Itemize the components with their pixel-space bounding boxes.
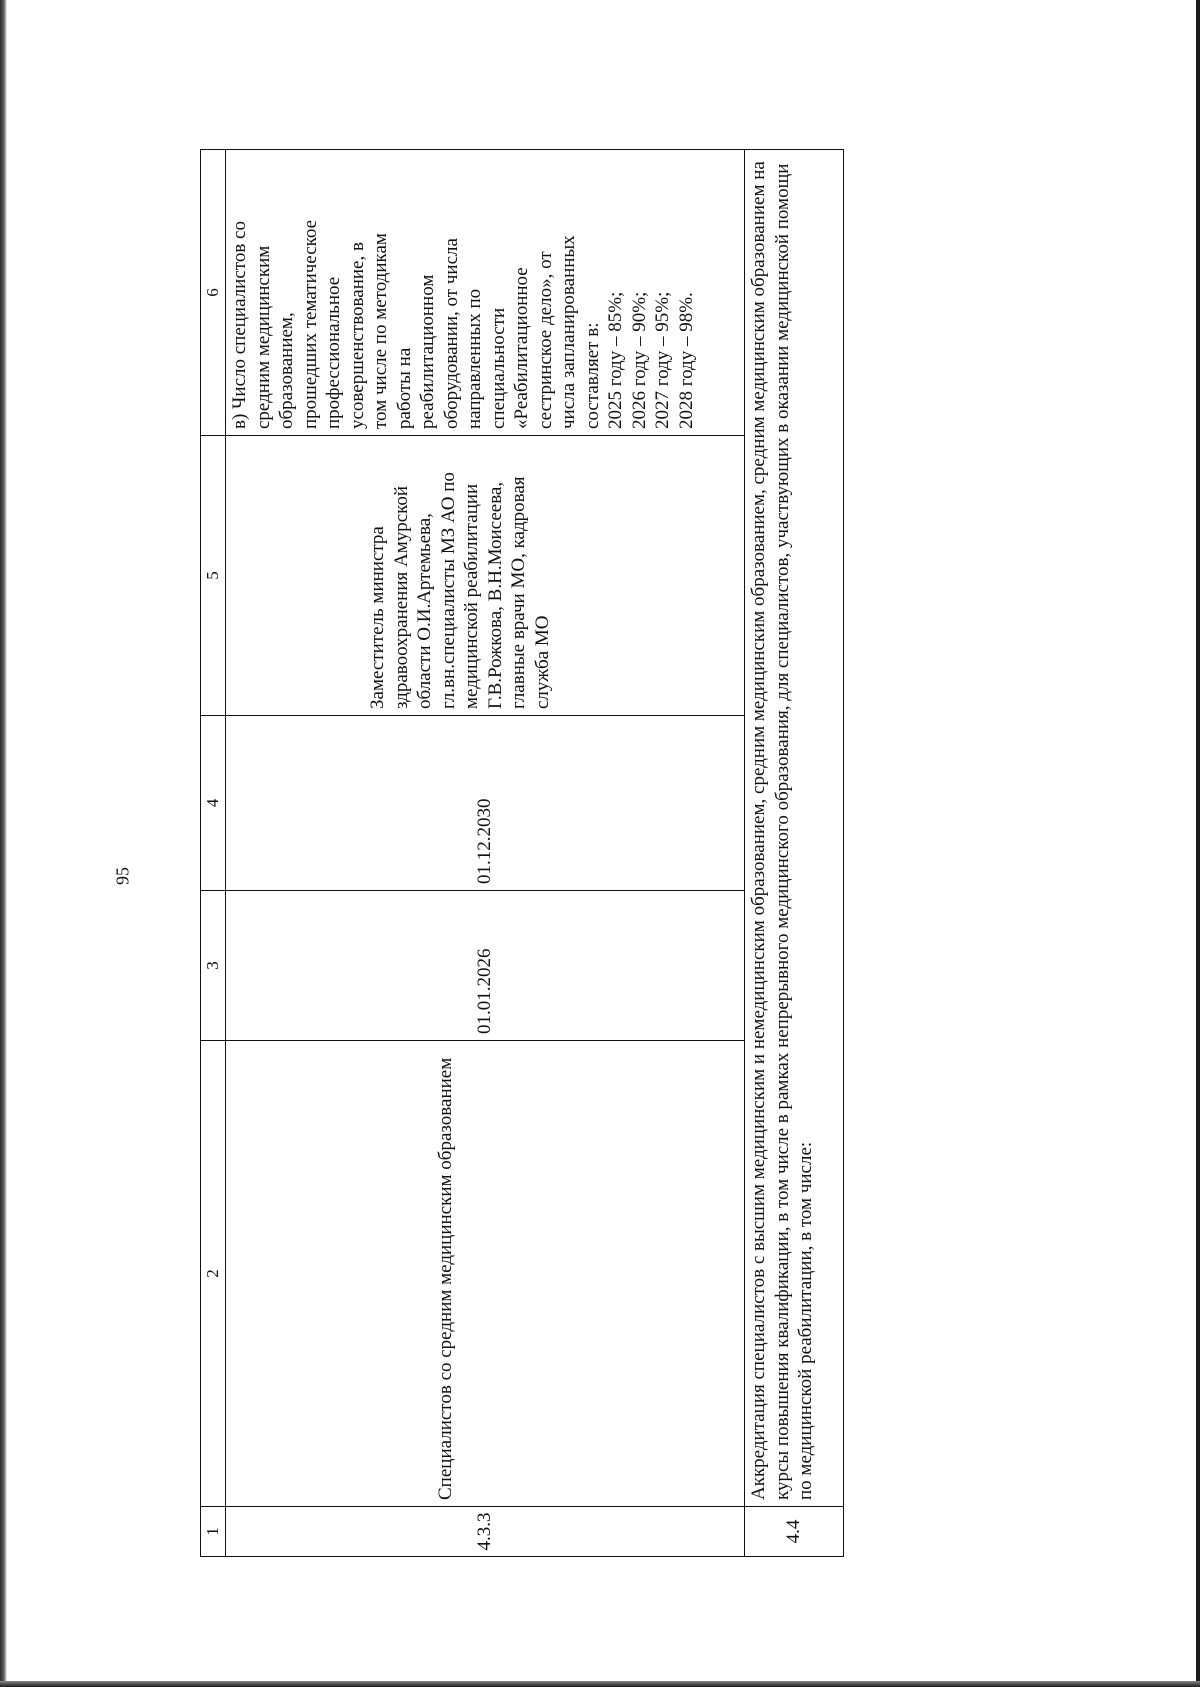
row-name: Специалистов со средним медицинским образованием (435, 1057, 456, 1500)
header-cell-4: 4 (201, 716, 226, 891)
table-row-accreditation (745, 150, 844, 1557)
scan-edge-right (1196, 0, 1200, 1687)
row-number: 4.3.3 (226, 1507, 745, 1557)
header-cell-6: 6 (201, 150, 226, 436)
accreditation-text: Аккредитация специалистов с высшим медицинским и немедицинским образованием, средним медицинским образованием, средним медицинским образованием на курсы повышения квалификации, в том числе в рамках непрерывного медицинского образования, для специалистов, участвующих в оказании медицинской помощи по медицинской реабилитации, в том числе: (745, 150, 844, 1507)
row-end-date: 01.12.2030 (226, 716, 745, 891)
header-cell-1: 1 (201, 1507, 226, 1557)
row-name-cell (226, 1041, 745, 1507)
header-row (201, 150, 226, 1557)
rotated-table-wrapper (200, 150, 842, 1557)
row-responsible-cell (226, 436, 745, 716)
accreditation-number: 4.4 (745, 1507, 844, 1557)
scan-edge-bottom (0, 1681, 1200, 1687)
row-result-cell (226, 150, 745, 436)
table-row (226, 150, 745, 1557)
header-cell-3: 3 (201, 891, 226, 1041)
page-number: 95 (112, 867, 133, 885)
header-cell-2: 2 (201, 1041, 226, 1507)
row-responsible: Заместитель министра здравоохранения Амурской области О.И.Артемьева, гл.вн.специалисты МЗ АО по медицинской реабилитации Г.В.Рожкова, В.Н.Моисеева, главные врачи МО, кадровая служба МО (367, 472, 553, 709)
scan-edge-left (0, 0, 7, 1687)
row-start-date: 01.01.2026 (226, 891, 745, 1041)
plan-table (200, 149, 844, 1557)
row-result: в) Число специалистов со средним медицинским образованием, прошедших тематическое профессиональное усовершенствование, в том числе по методикам работы на реабилитационном оборудовании, от числа направленных по специальности «Реабилитационное сестринское дело», от числа запланированных составляет в: 2025 году – 85%; 2026 году – 90%; 2027 году – 95%; 2028 году – 98%. (229, 219, 697, 429)
header-cell-5: 5 (201, 436, 226, 716)
